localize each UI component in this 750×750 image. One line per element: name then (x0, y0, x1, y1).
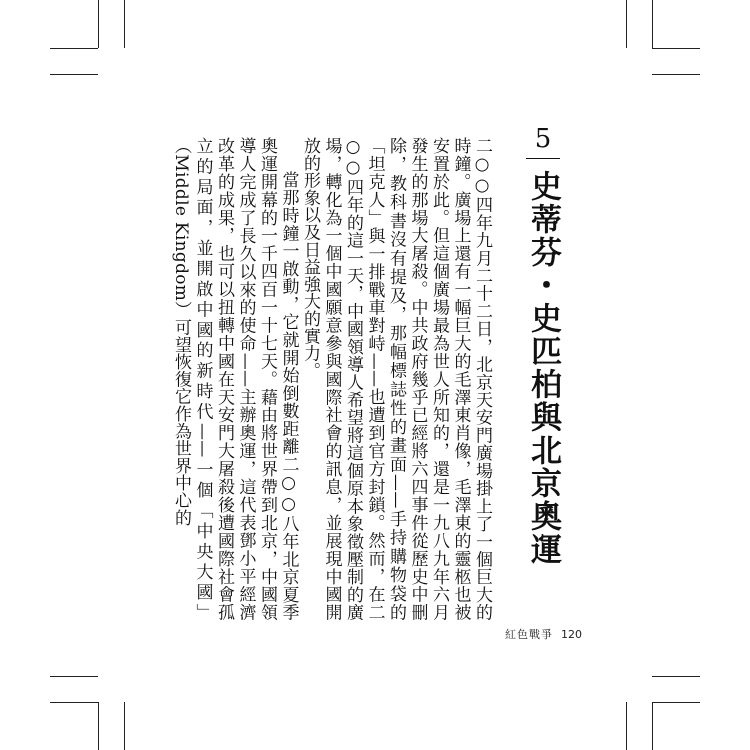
crop-mark (50, 702, 98, 703)
crop-mark (652, 702, 653, 750)
chapter-number: 5 (534, 124, 552, 154)
crop-mark (652, 48, 700, 49)
crop-mark (50, 74, 98, 75)
crop-mark (98, 702, 99, 750)
chapter-divider (526, 158, 560, 159)
crop-mark (652, 0, 653, 48)
crop-mark (124, 702, 125, 750)
body-paragraph: 二○○四年九月二十二日，北京天安門廣場掛上了一個巨大的時鐘。廣場上還有一幅巨大的毛澤東肖像，毛澤東的靈柩也被安置於此。但這個廣場最為世人所知的，還是一九八九年六月發生的那場大屠殺。中共政府幾乎已經將六四事件從歷史中刪除，教科書沒有提及，那幅標誌性的畫面——手持購物袋的「坦克人」與一排戰車對峙——也遭到官方封鎖。然而，在二○○四年的這一天，中國領導人希望將這個原本象徵壓制的廣場，轉化為一個中國願意參與國際社會的訊息，並展現中國開放的形象以及日益強大的實力。 (300, 137, 492, 621)
crop-mark (50, 48, 98, 49)
page-number: 120 (561, 628, 582, 641)
crop-mark (98, 0, 99, 48)
crop-mark (626, 0, 627, 48)
running-footer (505, 626, 582, 642)
body-text (170, 137, 493, 621)
chapter-title: 史蒂芬・史匹柏與北京奧運 (525, 170, 561, 566)
crop-mark (652, 74, 700, 75)
crop-mark (50, 676, 98, 677)
crop-mark (652, 702, 700, 703)
crop-mark (626, 702, 627, 750)
crop-mark (652, 676, 700, 677)
crop-mark (124, 0, 125, 48)
body-paragraph: 當那時鐘一啟動，它就開始倒數距離二○○八年北京夏季奧運開幕的一千四百一十七天。藉由將世界帶到北京，中國領導人完成了長久以來的使命——主辦奧運，這代表鄧小平經濟改革的成果，也可以扭轉中國在天安門大屠殺後遭國際社會孤立的局面，並開啟中國的新時代——一個「中央大國」（Middle Kingdom）可望恢復它作為世界中心的 (171, 137, 299, 621)
book-title: 紅色戰爭 (505, 628, 553, 641)
